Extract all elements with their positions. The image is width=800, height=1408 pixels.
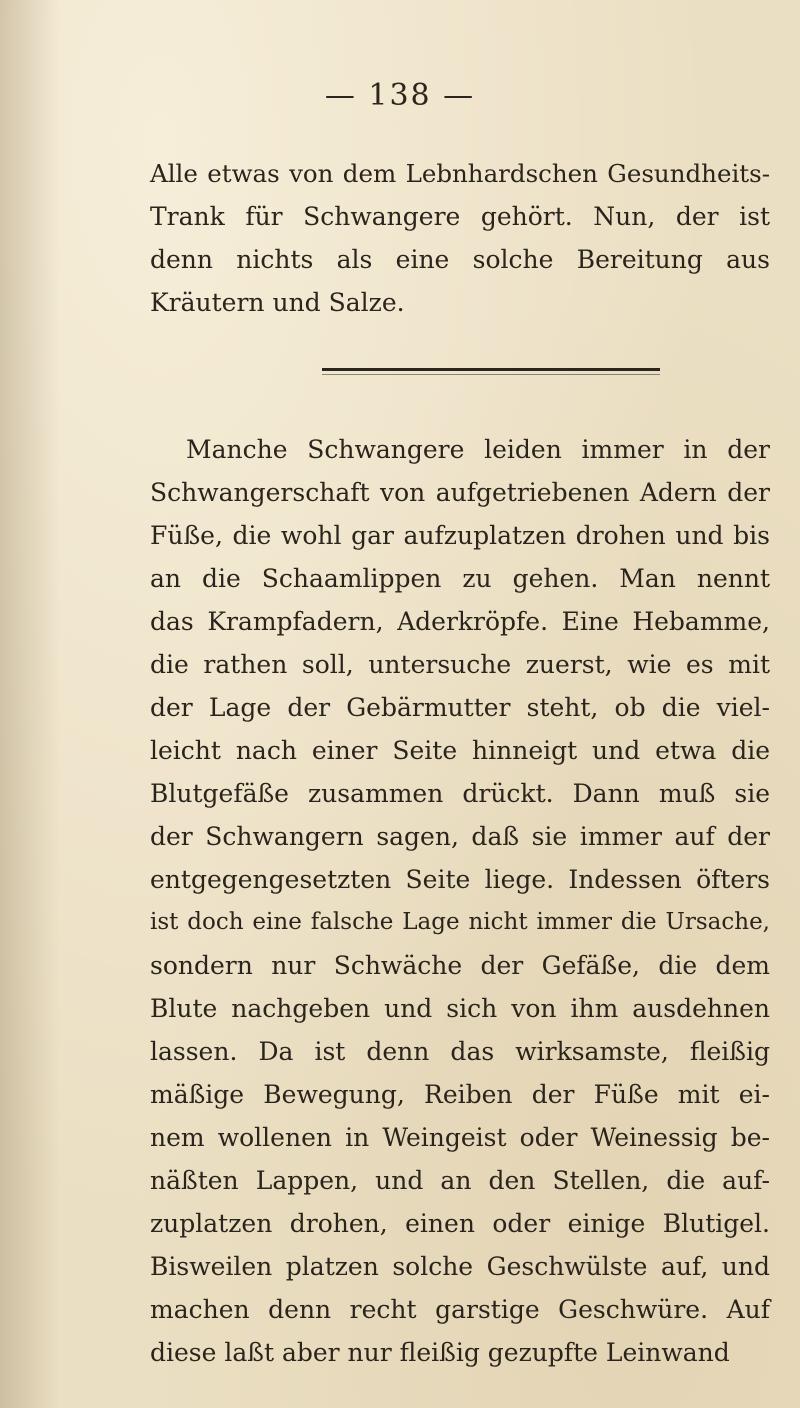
top-paragraph: [150, 152, 770, 324]
text-line: nem wollenen in Weingeist oder Weinessig be-: [150, 1123, 770, 1152]
text-line: diese laßt aber nur fleißig gezupfte Leinwand: [150, 1338, 730, 1367]
text-line: denn nichts als eine solche Bereitung aus: [150, 245, 770, 274]
text-line: die rathen soll, untersuche zuerst, wie es mit: [150, 650, 770, 679]
text-line: an die Schaamlippen zu gehen. Man nennt: [150, 564, 770, 593]
main-paragraph: [150, 428, 770, 1374]
text-line: der Lage der Gebärmutter steht, ob die viel-: [150, 693, 770, 722]
text-line: Alle etwas von dem Lebnhardschen Gesundheits-: [150, 159, 770, 188]
text-line: Bisweilen platzen solche Geschwülste auf, und: [150, 1252, 770, 1281]
text-line: sondern nur Schwäche der Gefäße, die dem: [150, 951, 770, 980]
text-line: zuplatzen drohen, einen oder einige Blutigel.: [150, 1209, 770, 1238]
text-line: Manche Schwangere leiden immer in der: [186, 435, 770, 464]
text-line: ist doch eine falsche Lage nicht immer die Ursache,: [150, 909, 770, 935]
text-line: der Schwangern sagen, daß sie immer auf der: [150, 822, 770, 851]
text-line: Blutgefäße zusammen drückt. Dann muß sie: [150, 779, 770, 808]
text-line: das Krampfadern, Aderkröpfe. Eine Hebamme,: [150, 607, 770, 636]
text-line: leicht nach einer Seite hinneigt und etwa die: [150, 736, 770, 765]
text-line: näßten Lappen, und an den Stellen, die auf-: [150, 1166, 770, 1195]
page-number-header: — 138 —: [324, 78, 476, 113]
text-line: Trank für Schwangere gehört. Nun, der ist: [150, 202, 770, 231]
text-line: mäßige Bewegung, Reiben der Füße mit ei-: [150, 1080, 770, 1109]
text-line: machen denn recht garstige Geschwüre. Auf: [150, 1295, 770, 1324]
text-line: lassen. Da ist denn das wirksamste, fleißig: [150, 1037, 770, 1066]
text-line: Blute nachgeben und sich von ihm ausdehnen: [150, 994, 770, 1023]
text-line: entgegengesetzten Seite liege. Indessen öfters: [150, 865, 770, 894]
text-line: Kräutern und Salze.: [150, 288, 405, 317]
text-line: Schwangerschaft von aufgetriebenen Adern der: [150, 478, 770, 507]
page-gutter-shadow: [0, 0, 60, 1408]
section-separator-rule: [322, 368, 660, 371]
section-separator-rule-thin: [322, 374, 660, 375]
text-line: Füße, die wohl gar aufzuplatzen drohen und bis: [150, 521, 770, 550]
